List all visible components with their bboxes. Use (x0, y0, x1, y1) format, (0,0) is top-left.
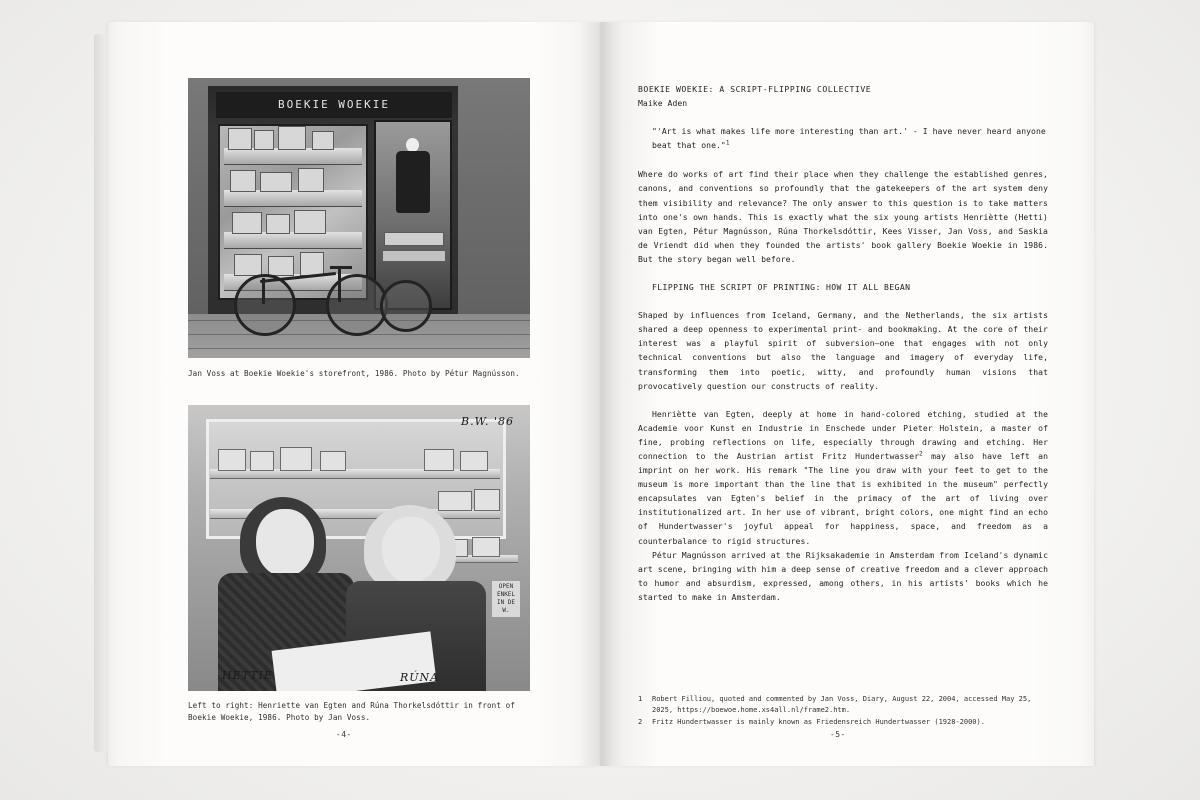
window-book (312, 131, 334, 150)
article-body (638, 82, 1048, 618)
window-opening-sign: OPEN ENKEL IN DE W. (492, 581, 520, 617)
person-figure-head (406, 138, 419, 152)
bicycle-wheel (380, 280, 432, 332)
window-book (230, 170, 256, 192)
window-book (278, 126, 306, 150)
window-shelf (224, 148, 362, 165)
epigraph-text: "'Art is what makes life more interesting than art.' - I have never heard anyone beat that one." (652, 126, 1046, 151)
paragraph-1: Where do works of art find their place when they challenge the established genres, canons, and conventions so profoundly that the gatekeepers of the art system deny them visibility and relevance? The only answer to this question is to take matters into one's own hands. This is exactly what the six young artists Henriètte (Hetti) van Egten, Pétur Magnússon, Rúna Thorkelsdóttir, Kees Visser, Jan Voss, and Saskia de Vriendt did when they founded the artists' book gallery Boekie Woekie in 1986. But the story began well before. (638, 169, 1048, 264)
epigraph-footnote-marker: 1 (725, 139, 730, 147)
window-shelf (224, 190, 362, 207)
paragraph-3-part-a: Henriètte van Egten, deeply at home in hand-colored etching, studied at the Academie voor Kunst en Industrie in Enschede under Pieter Holstein, a master of fine, probing reflections on life, especially through drawing and etching. Her connection to the Austrian artist Fritz Hundertwasser (638, 408, 1048, 461)
window-book (298, 168, 324, 192)
article-title: BOEKIE WOEKIE: A SCRIPT-FLIPPING COLLECTIVE (638, 84, 872, 94)
window-shelf (224, 232, 362, 249)
pavement-line (188, 348, 530, 349)
gallery-book (438, 491, 472, 511)
epigraph (638, 124, 1048, 152)
paragraph-2: Shaped by influences from Iceland, Germany, and the Netherlands, the six artists shared a deep openness to experimental print- and bookmaking. At the core of their interest was a playful spirit of subversion—one that engages with not only technical conventions but also the language and imagery of everyday life, transforming them into poetic, witty, and profoundly human visions that provocatively question our constructs of reality. (638, 310, 1048, 391)
portrait-photo-caption-line2: Boekie Woekie, 1986. Photo by Jan Voss. (188, 713, 371, 722)
bicycle-handlebar (330, 266, 352, 269)
paragraph-4: Pétur Magnússon arrived at the Rijksakademie in Amsterdam from Iceland's dynamic art scene, bringing with him a deep sense of creative freedom and a clever approach to humor and absurdism, expressed, among others, in his artists' books which he started to make in Amsterdam. (638, 549, 1048, 602)
doorway-book (384, 232, 444, 246)
left-page-folio: -4- (336, 730, 352, 739)
window-book (228, 128, 252, 150)
gallery-book (250, 451, 274, 471)
paragraph-3-part-b: may also have left an imprint on her work. His remark "The line you draw with your feet to get to the museum is more important than the line that is exhibited in the museum" perfectly encapsulates van Egten's belief in the primacy of the art of living over institutionalized art. In her use of vibrant, bright colors, one might find an echo of Hundertwasser's joyful appeal for happiness, space, and freedom as a counterbalance to rigid structures. (638, 450, 1048, 546)
footnotes (638, 694, 1052, 730)
footnote-number: 1 (638, 695, 643, 703)
storefront-photo (188, 78, 530, 358)
person-face (256, 509, 314, 577)
footnote-text: Fritz Hundertwasser is mainly known as Friedensreich Hundertwasser (1928-2000). (652, 718, 985, 726)
footnote-number: 2 (638, 718, 643, 726)
shop-sign-text: BOEKIE WOEKIE (216, 92, 452, 118)
gallery-book (472, 537, 500, 557)
left-page (108, 22, 600, 766)
footnote-item (638, 694, 1052, 715)
open-book (108, 22, 1094, 780)
footnote-text: Robert Filliou, quoted and commented by Jan Voss, Diary, August 22, 2004, accessed May 25, 2025, https://boewoe.home.xs4all.nl/frame2.htm. (652, 695, 1032, 714)
window-book (266, 214, 290, 234)
window-book (232, 212, 262, 234)
handwritten-name-right: RÚNA (400, 671, 440, 684)
bicycle (230, 254, 430, 332)
bicycle-frame (338, 268, 341, 302)
handwritten-name-left: HETTIE (222, 669, 273, 682)
footnote-item (638, 717, 1052, 728)
storefront-photo-caption: Jan Voss at Boekie Woekie's storefront, 1986. Photo by Pétur Magnússon. (188, 369, 520, 378)
right-page-folio: -5- (830, 730, 846, 739)
portrait-photo (188, 405, 530, 691)
window-book (260, 172, 292, 192)
window-book (294, 210, 326, 234)
handwritten-date: B.W. '86 (461, 415, 514, 428)
article-author: Maike Aden (638, 98, 688, 109)
paragraph-3-footnote-marker: 2 (919, 450, 923, 458)
gallery-book (280, 447, 312, 471)
gallery-book (320, 451, 346, 471)
bicycle-wheel (234, 274, 296, 336)
person-face (382, 517, 440, 583)
paragraph-3 (638, 407, 1048, 548)
bicycle-wheel (326, 274, 388, 336)
person-figure-body (396, 151, 430, 213)
gallery-book (460, 451, 488, 471)
portrait-photo-caption-line1: Left to right: Henriette van Egten and Rúna Thorkelsdóttir in front of (188, 701, 516, 710)
section-heading: FLIPPING THE SCRIPT OF PRINTING: HOW IT ALL BEGAN (652, 282, 911, 293)
gallery-book (424, 449, 454, 471)
window-book (254, 130, 274, 150)
bicycle-frame (262, 278, 265, 304)
gallery-book (218, 449, 246, 471)
gallery-book (474, 489, 500, 511)
